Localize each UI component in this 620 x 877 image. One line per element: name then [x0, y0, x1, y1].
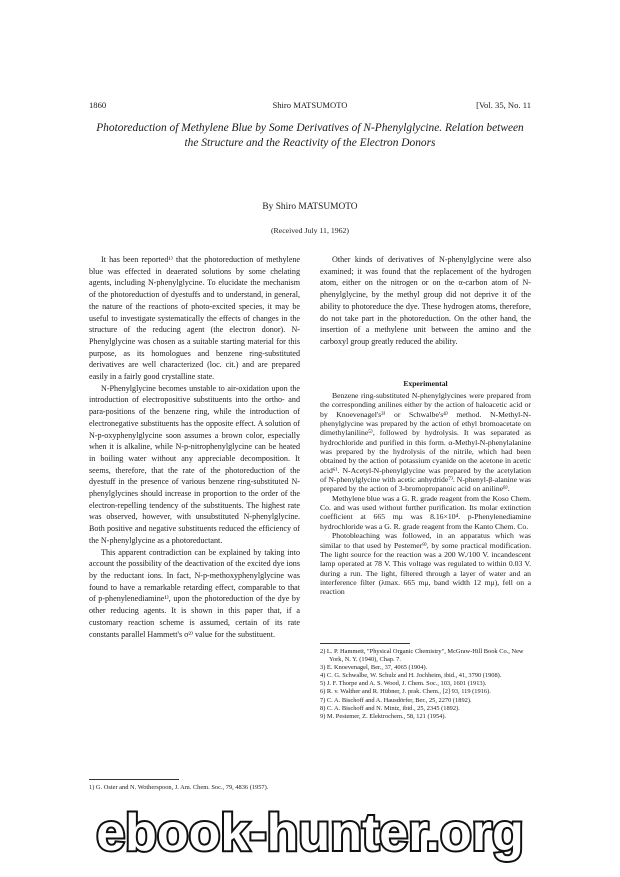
footnote-rule — [320, 643, 410, 644]
right-column-intro — [320, 254, 531, 348]
paragraph: Benzene ring-substituted N-phenylglycines were prepared from the corresponding anilines either by the action of haloacetic acid or by Knoevenagel's³⁾ or Schwalbe's⁴⁾ method. N-Methyl-N-phenylglycine was prepared by the action of ethyl bromoacetate on dimethylaniline⁵⁾, followed by hydrolysis. It was separated as hydrochloride and purified in this form. α-Methyl-N-phenylalanine was prepared by the hydrolysis of the nitrile, which had been obtained by the action of potassium cyanide on the acetone in acetic acid⁶⁾. N-Acetyl-N-phenylglycine was prepared by the acetylation of N-phenylglycine with acetic anhydride⁷⁾. N-phenyl-β-alanine was prepared by the action of 3-bromopropanoic acid on aniline⁸⁾. — [320, 391, 531, 494]
running-author: Shiro MATSUMOTO — [272, 100, 348, 110]
footnote: 4) C. G. Schwalbe, W. Schulz and H. Jochheim, ibid., 41, 3790 (1908). — [320, 672, 502, 680]
volume-label: [Vol. 35, No. 11 — [476, 100, 531, 110]
article-title: Photoreduction of Methylene Blue by Some Derivatives of N-Phenylglycine. Relation between the Structure and the Reactivity of the Electron Donors — [96, 122, 524, 149]
footnote: 2) L. P. Hammett, "Physical Organic Chemistry", McGraw-Hill Book Co., New York, N. Y. (1940), Chap. 7. — [320, 648, 524, 664]
experimental-section — [320, 391, 531, 597]
watermark-text: ebook-hunter.org — [96, 804, 524, 862]
footnotes-right — [320, 648, 531, 721]
page-number: 1860 — [89, 100, 107, 110]
footnote: 3) E. Knoevenagel, Ber., 37, 4065 (1904). — [320, 664, 428, 672]
footnote-rule — [89, 779, 179, 780]
watermark-logo — [0, 804, 620, 864]
paragraph: Photobleaching was followed, in an apparatus which was similar to that used by Pestemer⁹⁾, by some practical modification. The light source for the reaction was a 200 W./100 V. incandescent lamp operated at 78 V. This voltage was regulated to within 0.03 V. during a run. The light, filtered through a layer of water and an interference filter (λmax. 665 mμ, band width 12 mμ), fell on a reaction — [320, 531, 531, 597]
paragraph: N-Phenylglycine becomes unstable to air-oxidation upon the introduction of electropositive substituents into the ortho- and para-positions of the benzene ring, while the introduction of electronegative substituents has the opposite effect. A solution of N-p-oxyphenylglycine soon assumes a brown color, especially when it is alkaline, while N-p-nitrophenylglycine can be heated in boiling water without any appreciable decomposition. It seems, therefore, that the rate of the photoreduction of the dyestuff in the presence of various benzene ring-substituted N-phenylglycines should increase in proportion to the order of the electron-repelling tendency of the substituents. The highest rate was observed, however, with unsubstituted N-phenylglycine. Both positive and negative substituents reduced the efficiency of the N-phenylglycine as a photoreductant. — [89, 383, 300, 545]
footnote: 6) R. v. Walther and R. Hübner, J. prak. Chem., [2] 93, 119 (1916). — [320, 688, 491, 696]
footnotes-left — [89, 784, 300, 792]
experimental-heading: Experimental — [403, 379, 448, 388]
footnote: 8) C. A. Bischoff and N. Mintz, ibid., 25, 2345 (1892). — [320, 704, 460, 712]
footnote: 7) C. A. Bischoff and A. Hausdörfer, Ber., 25, 2270 (1892). — [320, 696, 472, 704]
watermark-graphic — [10, 804, 610, 864]
paragraph: It has been reported¹⁾ that the photoreduction of methylene blue was effected in deaerated solutions by some chelating agents, including N-phenylglycine. To elucidate the mechanism of the photoreduction of dyestuffs and to understand, in general, the nature of the reactions of photo-excited species, it may be useful to investigate systematically the effects of changes in the structure of the reducing agent (the electron donor). N-Phenylglycine was chosen as a suitable starting material for this purpose, as its homologues and benzene ring-substituted derivatives are well characterized (loc. cit.) and are prepared easily in a fairly good crystalline state. — [89, 255, 300, 382]
left-column — [89, 254, 300, 640]
footnote: 9) M. Pestemer, Z. Elektrochem., 58, 121 (1954). — [320, 712, 447, 720]
received-date: (Received July 11, 1962) — [270, 226, 350, 235]
paragraph: Other kinds of derivatives of N-phenylglycine were also examined; it was found that the replacement of the hydrogen atom, either on the nitrogen or on the α-carbon atom of N-phenylglycine, by the methyl group did not deprive it of the ability to photoreduce the dye. These hydrogen atoms, therefore, do not take part in the photoreduction. On the other hand, the insertion of a methylene unit between the amino and the carboxyl group greatly reduced the ability. — [320, 255, 531, 346]
byline: By Shiro MATSUMOTO — [262, 202, 358, 212]
paragraph: This apparent contradiction can be explained by taking into account the possibility of the deactivation of the excited dye ions by the reductant ions. In fact, N-p-methoxyphenylglycine was found to have a remarkable retarding effect, comparable to that of p-phenylenediamine¹⁾, upon the photoreduction of the dye by other reducing agents. It is shown in this paper that, if a customary reaction scheme is assumed, certain of its rate constants parallel Hammett's σ²⁾ value for the substituent. — [89, 547, 300, 639]
footnote: 1) G. Oster and N. Wotherspoon, J. Am. Chem. Soc., 79, 4836 (1957). — [89, 784, 269, 791]
footnote: 5) J. F. Thorpe and A. S. Wood, J. Chem. Soc., 103, 1601 (1913). — [320, 680, 487, 688]
paragraph: Methylene blue was a G. R. grade reagent from the Koso Chem. Co. and was used without further purification. Its molar extinction coefficient at 665 mμ was 8.16×10⁴. p-Phenylenediamine hydrochloride was a G. R. grade reagent from the Kanto Chem. Co. — [320, 493, 531, 531]
